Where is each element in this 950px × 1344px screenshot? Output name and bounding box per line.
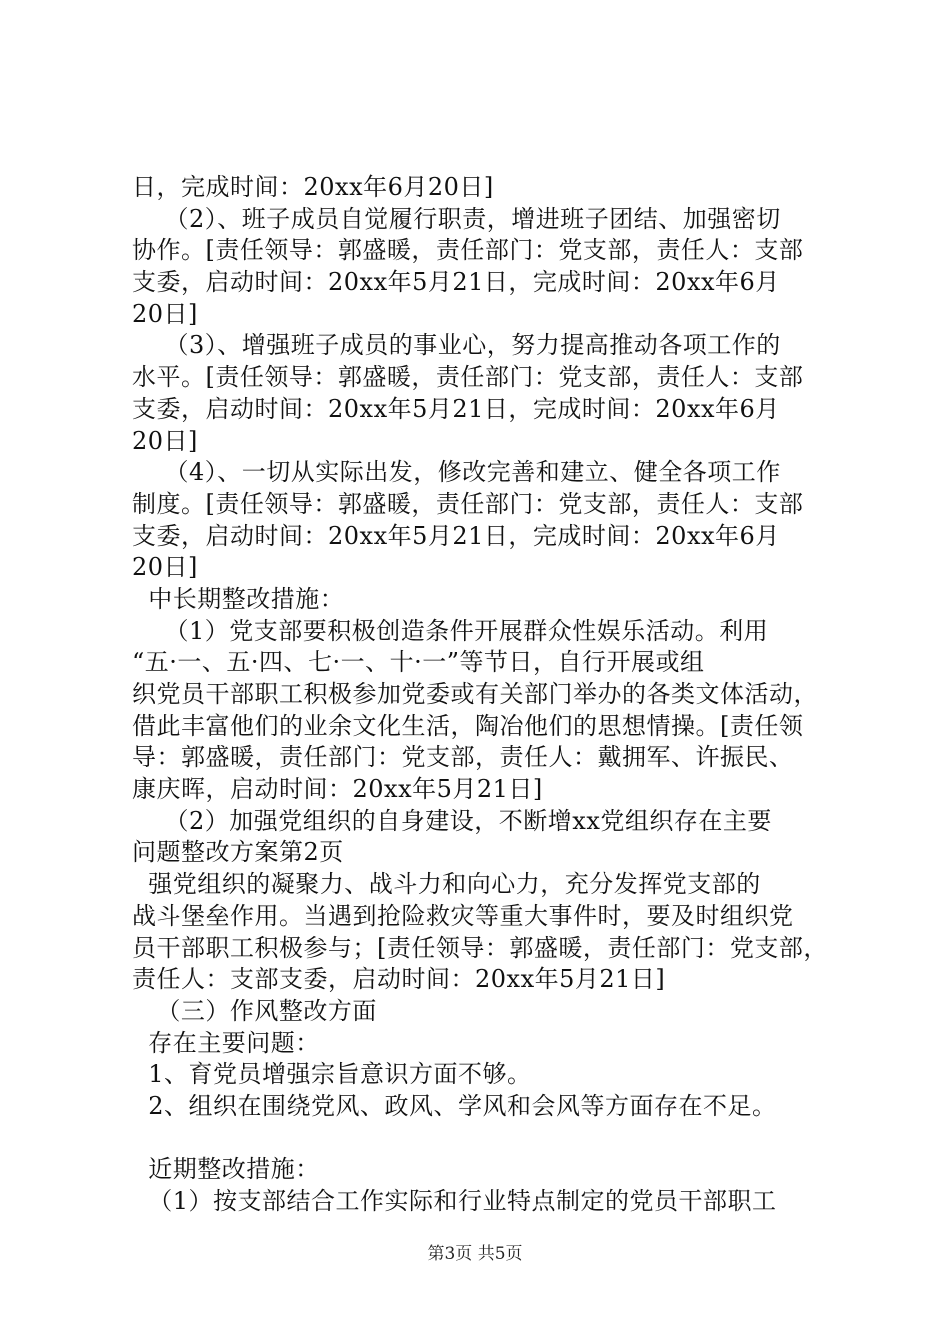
- text-line: 水平。[责任领导：郭盛暖，责任部门：党支部，责任人：支部: [132, 363, 804, 392]
- text-line: 20日]: [132, 553, 198, 582]
- text-line: 支委，启动时间：20xx年5月21日，完成时间：20xx年6月: [132, 268, 780, 297]
- section-heading: 中长期整改措施：: [132, 584, 345, 613]
- text-line: （1）党支部要积极创造条件开展群众性娱乐活动。利用: [132, 616, 769, 645]
- text-line: （1）按支部结合工作实际和行业特点制定的党员干部职工: [132, 1187, 777, 1215]
- text-line: 问题整改方案第2页: [132, 838, 344, 867]
- text-line: 康庆晖，启动时间：20xx年5月21日]: [132, 775, 543, 804]
- text-line: 借此丰富他们的业余文化生活，陶冶他们的思想情操。[责任领: [132, 711, 804, 740]
- text-line: 20日]: [132, 299, 198, 328]
- text-line: （2）、班子成员自觉履行职责，增进班子团结、加强密切: [132, 204, 781, 233]
- text-line: 员干部职工积极参与；[责任领导：郭盛暖，责任部门：党支部，: [132, 933, 828, 962]
- text-line: 战斗堡垒作用。当遇到抢险救灾等重大事件时，要及时组织党: [132, 901, 794, 930]
- text-line: 支委，启动时间：20xx年5月21日，完成时间：20xx年6月: [132, 521, 780, 550]
- text-line: （4）、一切从实际出发，修改完善和建立、健全各项工作: [132, 458, 781, 487]
- text-line: （3）、增强班子成员的事业心，努力提高推动各项工作的: [132, 331, 781, 360]
- page-footer: 第3页 共5页: [427, 1244, 523, 1264]
- text-line: 支委，启动时间：20xx年5月21日，完成时间：20xx年6月: [132, 394, 780, 423]
- blank-line: [132, 1123, 832, 1155]
- text-line: 责任人：支部支委，启动时间：20xx年5月21日]: [132, 965, 666, 994]
- text-line: 制度。[责任领导：郭盛暖，责任部门：党支部，责任人：支部: [132, 489, 804, 518]
- text-line: （2）加强党组织的自身建设，不断增xx党组织存在主要: [132, 806, 772, 835]
- text-line: “五·一、五·四、七·一、十·一”等节日，自行开展或组: [132, 648, 705, 677]
- document-body: [132, 172, 832, 1218]
- text-line: 2、组织在围绕党风、政风、学风和会风等方面存在不足。: [132, 1091, 777, 1120]
- text-line: 织党员干部职工积极参加党委或有关部门举办的各类文体活动，: [132, 680, 818, 708]
- section-heading: （三）作风整改方面: [132, 996, 377, 1025]
- text-line: 日，完成时间：20xx年6月20日]: [132, 173, 494, 201]
- section-heading: 存在主要问题：: [132, 1028, 320, 1057]
- text-line: 协作。[责任领导：郭盛暖，责任部门：党支部，责任人：支部: [132, 236, 804, 265]
- section-heading: 近期整改措施：: [132, 1155, 320, 1184]
- text-line: 20日]: [132, 426, 198, 455]
- text-line: 1、育党员增强宗旨意识方面不够。: [132, 1060, 532, 1089]
- text-line: 导：郭盛暖，责任部门：党支部，责任人：戴拥军、许振民、: [132, 743, 794, 772]
- text-line: 强党组织的凝聚力、战斗力和向心力，充分发挥党支部的: [132, 870, 761, 899]
